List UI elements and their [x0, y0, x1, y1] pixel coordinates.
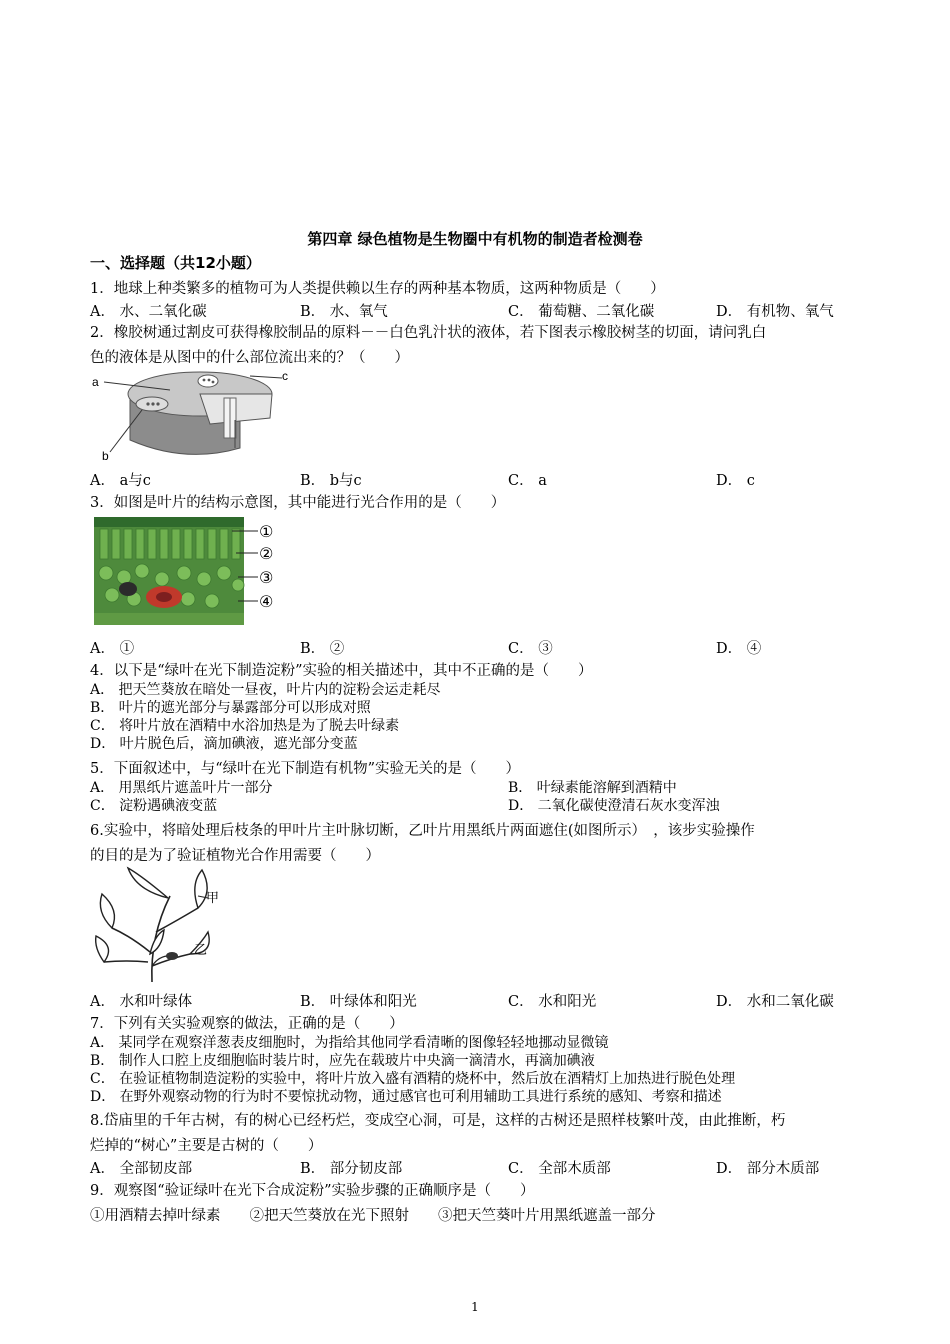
label-c: c	[282, 369, 288, 383]
q6-option-d: D． 水和二氧化碳	[716, 994, 834, 1010]
q7-option-b: B． 制作人口腔上皮细胞临时装片时，应先在载玻片中央滴一滴清水，再滴加碘液	[90, 1053, 595, 1069]
page-title: 第四章 绿色植物是生物圈中有机物的制造者检测卷	[307, 230, 643, 248]
q7-option-a: A． 某同学在观察洋葱表皮细胞时，为指给其他同学看清晰的图像轻轻地挪动显微镜	[90, 1035, 609, 1051]
q8-option-a: A． 全部韧皮部	[90, 1161, 193, 1177]
q5-option-d: D． 二氧化碳使澄清石灰水变浑浊	[508, 798, 720, 814]
page-number: 1	[471, 1300, 479, 1314]
q2-stem-line2: 色的液体是从图中的什么部位流出来的？（ ）	[90, 350, 409, 366]
q1-stem: 1．地球上种类繁多的植物可为人类提供赖以生存的两种基本物质，这两种物质是（ ）	[90, 281, 665, 297]
label-yi: 乙	[194, 943, 208, 958]
leaf-label-2: ②	[259, 544, 274, 563]
q4-option-c: C． 将叶片放在酒精中水浴加热是为了脱去叶绿素	[90, 718, 400, 734]
q2-stem-line1: 2．橡胶树通过割皮可获得橡胶制品的原料－－白色乳汁状的液体，若下图表示橡胶树茎的切面，请问乳白	[90, 325, 767, 341]
q7-option-d: D． 在野外观察动物的行为时不要惊扰动物，通过感官也可利用辅助工具进行系统的感知、考察和描述	[90, 1089, 722, 1105]
q8-stem-line1: 8.岱庙里的千年古树，有的树心已经朽烂，变成空心洞，可是，这样的古树还是照样枝繁叶茂，由此推断，朽	[90, 1113, 786, 1129]
q2-option-b: B． b与c	[300, 473, 362, 489]
q3-option-c: C． ③	[508, 641, 553, 657]
q6-option-b: B． 叶绿体和阳光	[300, 994, 417, 1010]
q6-option-c: C． 水和阳光	[508, 994, 597, 1010]
section-heading: 一、选择题（共12小题）	[90, 254, 261, 272]
q1-option-a: A． 水、二氧化碳	[90, 304, 207, 320]
q4-option-d: D． 叶片脱色后，滴加碘液，遮光部分变蓝	[90, 736, 358, 752]
leaf-label-4: ④	[259, 592, 274, 611]
q1-option-b: B． 水、氧气	[300, 304, 388, 320]
branch-leaves-figure	[90, 866, 220, 984]
q8-stem-line2: 烂掉的“树心”主要是古树的（ ）	[90, 1138, 323, 1154]
q2-option-d: D． c	[716, 473, 755, 489]
q9-stem: 9．观察图“验证绿叶在光下合成淀粉”实验步骤的正确顺序是（ ）	[90, 1183, 535, 1199]
q3-option-a: A． ①	[90, 641, 135, 657]
leaf-label-3: ③	[259, 568, 274, 587]
q4-option-a: A． 把天竺葵放在暗处一昼夜，叶片内的淀粉会运走耗尽	[90, 682, 441, 698]
label-b: b	[102, 449, 109, 463]
q5-stem: 5．下面叙述中，与“绿叶在光下制造有机物”实验无关的是（ ）	[90, 761, 521, 777]
q4-stem: 4．以下是“绿叶在光下制造淀粉”实验的相关描述中，其中不正确的是（ ）	[90, 663, 593, 679]
q8-option-b: B． 部分韧皮部	[300, 1161, 403, 1177]
leaf-label-1: ①	[259, 522, 274, 541]
q6-option-a: A． 水和叶绿体	[90, 994, 193, 1010]
q8-option-c: C． 全部木质部	[508, 1161, 611, 1177]
q6-stem-line1: 6.实验中，将暗处理后枝条的甲叶片主叶脉切断，乙叶片用黑纸片两面遮住(如图所示） ，该步实验操作	[90, 823, 755, 839]
q5-option-b: B． 叶绿素能溶解到酒精中	[508, 780, 677, 796]
q9-steps: ①用酒精去掉叶绿素 ②把天竺葵放在光下照射 ③把天竺葵叶片用黑纸遮盖一部分	[90, 1208, 656, 1224]
q1-option-d: D． 有机物、氧气	[716, 304, 834, 320]
label-a: a	[92, 375, 99, 389]
q5-option-a: A． 用黑纸片遮盖叶片一部分	[90, 780, 273, 796]
q3-option-b: B． ②	[300, 641, 345, 657]
q4-option-b: B． 叶片的遮光部分与暴露部分可以形成对照	[90, 700, 371, 716]
q2-option-a: A． a与c	[90, 473, 151, 489]
stem-cross-section-figure	[90, 368, 290, 464]
label-jia: 甲	[206, 891, 220, 906]
q7-stem: 7．下列有关实验观察的做法，正确的是（ ）	[90, 1016, 404, 1032]
q1-option-c: C． 葡萄糖、二氧化碳	[508, 304, 655, 320]
q3-option-d: D． ④	[716, 641, 762, 657]
q8-option-d: D． 部分木质部	[716, 1161, 820, 1177]
q7-option-c: C． 在验证植物制造淀粉的实验中，将叶片放入盛有酒精的烧杯中，然后放在酒精灯上加热进行脱色处理	[90, 1071, 736, 1087]
q6-stem-line2: 的目的是为了验证植物光合作用需要（ ）	[90, 848, 380, 864]
q2-option-c: C． a	[508, 473, 547, 489]
leaf-structure-figure	[92, 513, 282, 631]
q3-stem: 3．如图是叶片的结构示意图，其中能进行光合作用的是（ ）	[90, 495, 506, 511]
q5-option-c: C． 淀粉遇碘液变蓝	[90, 798, 218, 814]
